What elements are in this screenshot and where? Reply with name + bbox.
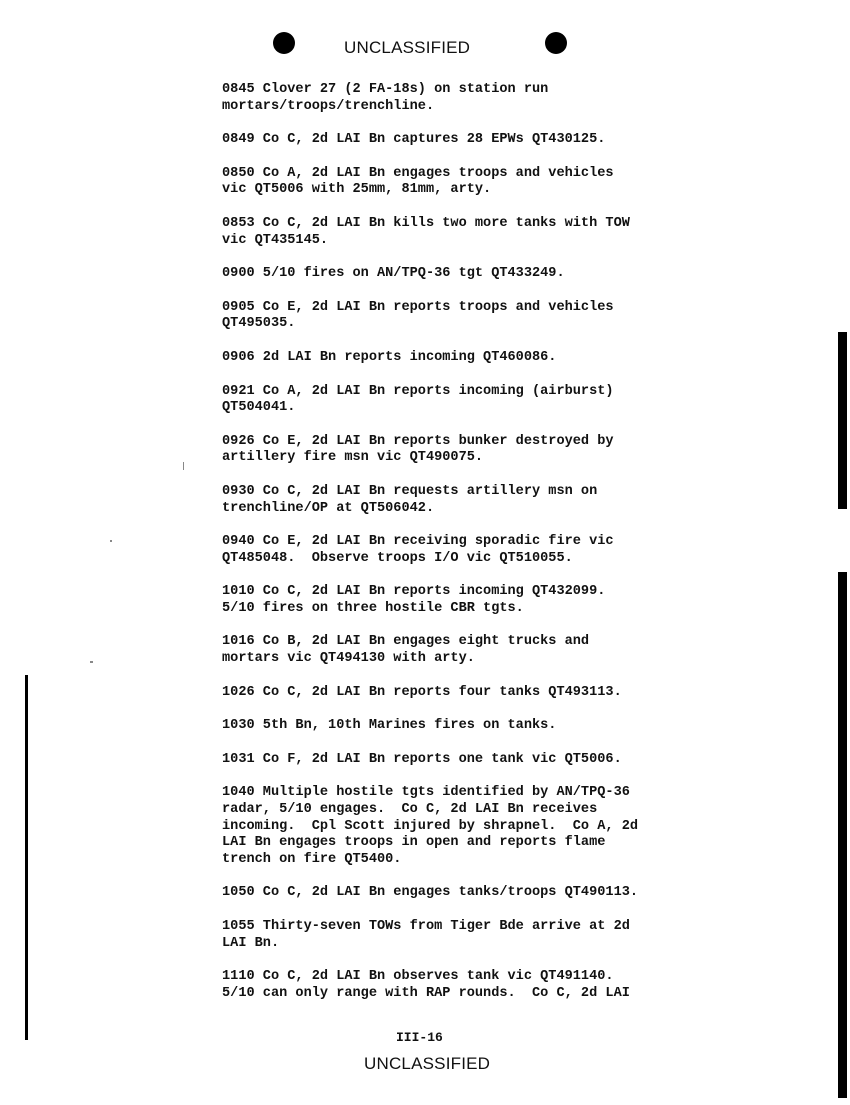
log-entry-line: 1050 Co C, 2d LAI Bn engages tanks/troops QT490113. (222, 885, 639, 901)
log-entry-line: 1016 Co B, 2d LAI Bn engages eight trucks and (222, 634, 590, 650)
log-entry (222, 785, 782, 868)
log-entry-line: 1010 Co C, 2d LAI Bn reports incoming QT432099. (222, 584, 606, 600)
log-entry (222, 534, 782, 567)
log-entry-line: trench on fire QT5400. (222, 851, 402, 867)
change-bar-right-lower (838, 572, 847, 1098)
log-entry-line: 1110 Co C, 2d LAI Bn observes tank vic QT491140. (222, 969, 614, 985)
log-entry (222, 634, 782, 667)
log-entry-line: 0849 Co C, 2d LAI Bn captures 28 EPWs QT430125. (222, 132, 606, 148)
scan-edge-mark-left (25, 675, 28, 1040)
log-entry (222, 266, 782, 283)
log-entry-line: 0905 Co E, 2d LAI Bn reports troops and vehicles (222, 299, 614, 315)
log-entry-line: 5/10 fires on three hostile CBR tgts. (222, 600, 524, 616)
event-log (222, 82, 782, 1019)
classification-dot-left (273, 32, 295, 54)
page-number: III-16 (396, 1030, 443, 1045)
log-entry-line: radar, 5/10 engages. Co C, 2d LAI Bn receives (222, 802, 598, 818)
log-entry-line: QT504041. (222, 400, 296, 416)
log-entry-line: 0845 Clover 27 (2 FA-18s) on station run (222, 82, 549, 97)
scan-speck (183, 462, 184, 470)
change-bar-right-upper (838, 332, 847, 509)
log-entry (222, 166, 782, 199)
log-entry (222, 584, 782, 617)
log-entry-line: vic QT435145. (222, 232, 329, 248)
log-entry-line: 0853 Co C, 2d LAI Bn kills two more tanks with TOW (222, 215, 630, 231)
log-entry-line: artillery fire msn vic QT490075. (222, 450, 484, 466)
log-entry (222, 434, 782, 467)
log-entry-line: 1040 Multiple hostile tgts identified by AN/TPQ-36 (222, 785, 630, 801)
log-entry-line: vic QT5006 with 25mm, 81mm, arty. (222, 182, 492, 198)
log-entry-line: 0940 Co E, 2d LAI Bn receiving sporadic fire vic (222, 534, 614, 550)
log-entry-line: 0900 5/10 fires on AN/TPQ-36 tgt QT433249. (222, 266, 565, 282)
log-entry-line: 0906 2d LAI Bn reports incoming QT460086. (222, 349, 557, 365)
log-entry-line: mortars/troops/trenchline. (222, 98, 435, 114)
log-entry-line: trenchline/OP at QT506042. (222, 500, 435, 516)
log-entry-line: QT485048. Observe troops I/O vic QT510055. (222, 550, 573, 566)
log-entry (222, 300, 782, 333)
log-entry (222, 82, 782, 115)
log-entry-line: 0926 Co E, 2d LAI Bn reports bunker destroyed by (222, 433, 614, 449)
classification-footer: UNCLASSIFIED (364, 1054, 491, 1073)
log-entry (222, 919, 782, 952)
log-entry (222, 132, 782, 149)
log-entry-line: 1031 Co F, 2d LAI Bn reports one tank vic QT5006. (222, 751, 622, 767)
log-entry-line: incoming. Cpl Scott injured by shrapnel. Co A, 2d (222, 818, 639, 834)
log-entry-line: LAI Bn. (222, 935, 280, 951)
log-entry-line: 1055 Thirty-seven TOWs from Tiger Bde arrive at 2d (222, 919, 630, 934)
log-entry (222, 484, 782, 517)
log-entry-line: 1030 5th Bn, 10th Marines fires on tanks. (222, 718, 557, 734)
log-entry (222, 350, 782, 367)
log-entry-line: LAI Bn engages troops in open and reports flame (222, 835, 606, 851)
classification-dot-right (545, 32, 567, 54)
log-entry (222, 685, 782, 702)
log-entry (222, 752, 782, 769)
log-entry-line: 0850 Co A, 2d LAI Bn engages troops and vehicles (222, 165, 614, 181)
scan-speck (110, 540, 112, 542)
log-entry (222, 384, 782, 417)
log-entry-line: 1026 Co C, 2d LAI Bn reports four tanks QT493113. (222, 684, 622, 700)
log-entry (222, 216, 782, 249)
log-entry (222, 718, 782, 735)
log-entry (222, 969, 782, 1002)
log-entry-line: QT495035. (222, 316, 296, 332)
classification-header: UNCLASSIFIED (344, 38, 471, 57)
log-entry-line: 5/10 can only range with RAP rounds. Co C, 2d LAI (222, 985, 630, 1001)
scan-speck (90, 661, 93, 663)
log-entry-line: mortars vic QT494130 with arty. (222, 651, 475, 667)
log-entry-line: 0921 Co A, 2d LAI Bn reports incoming (airburst) (222, 383, 614, 399)
log-entry (222, 885, 782, 902)
log-entry-line: 0930 Co C, 2d LAI Bn requests artillery msn on (222, 483, 598, 499)
